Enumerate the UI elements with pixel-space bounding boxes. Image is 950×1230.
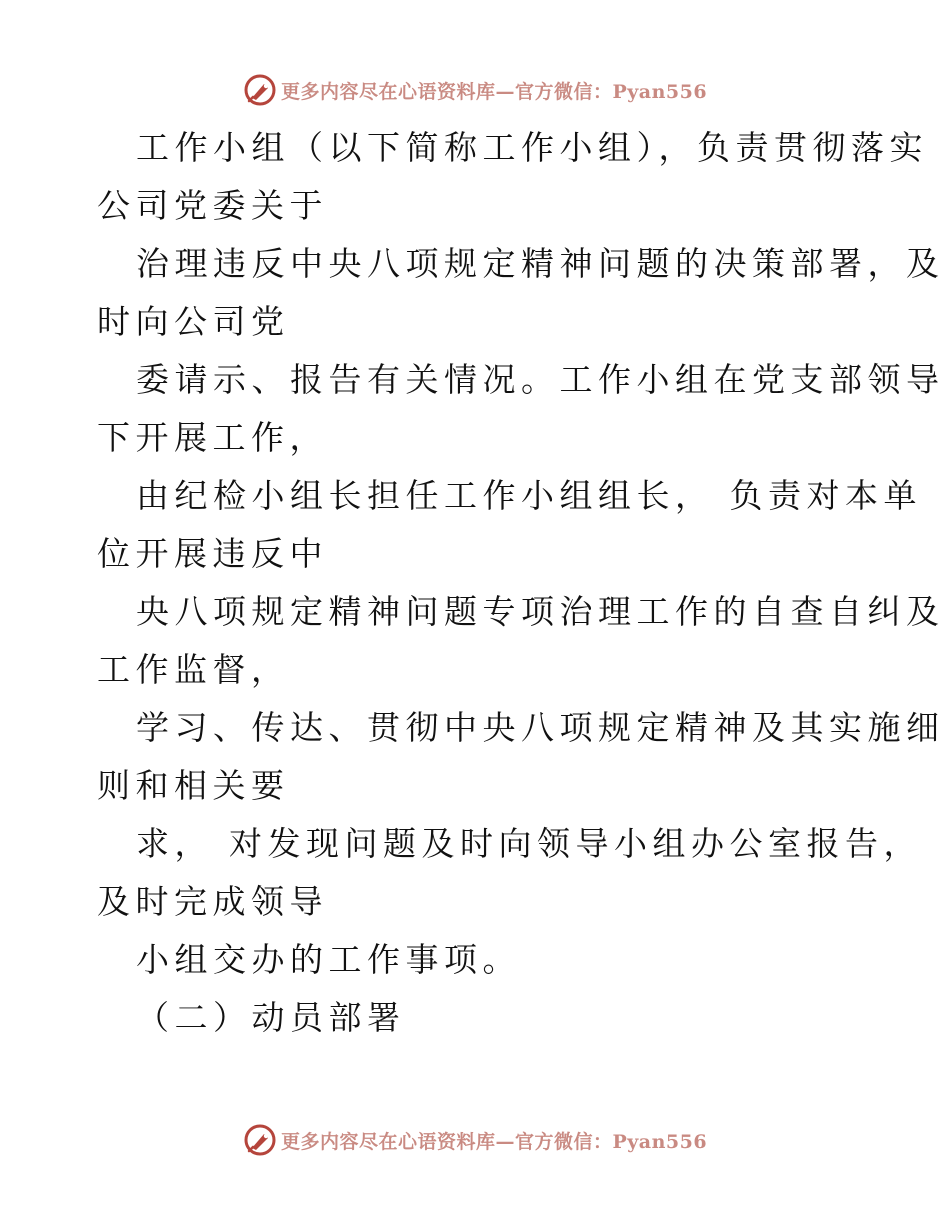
text-line: 下开展工作，	[97, 418, 328, 457]
text-line: 求， 对发现问题及时向领导小组办公室报告，	[136, 824, 922, 863]
text-line: 时向公司党	[97, 302, 290, 341]
pen-nib-logo-icon	[243, 1123, 277, 1157]
footer-banner	[0, 1120, 950, 1160]
section-heading: （二）动员部署	[136, 998, 406, 1037]
text-line: 学习、传达、贯彻中央八项规定精神及其实施细	[136, 708, 945, 747]
text-line: 小组交办的工作事项。	[136, 940, 521, 979]
text-line: 位开展违反中	[97, 534, 328, 573]
text-line: 公司党委关于	[97, 186, 328, 225]
text-line: 工作小组（以下简称工作小组），负责贯彻落实	[136, 128, 928, 167]
text-line: 及时完成领导	[97, 882, 328, 921]
text-line: 则和相关要	[97, 766, 290, 805]
text-line: 由纪检小组长担任工作小组组长， 负责对本单	[136, 476, 922, 515]
footer-banner-text: 更多内容尽在心语资料库—官方微信：Pyan556	[280, 1130, 708, 1153]
text-line: 治理违反中央八项规定精神问题的决策部署，及	[136, 244, 945, 283]
text-line: 工作监督，	[97, 650, 290, 689]
header-banner-text: 更多内容尽在心语资料库—官方微信：Pyan556	[280, 80, 708, 103]
text-line: 央八项规定精神问题专项治理工作的自查自纠及	[136, 592, 945, 631]
text-line: 委请示、报告有关情况。工作小组在党支部领导	[136, 360, 945, 399]
